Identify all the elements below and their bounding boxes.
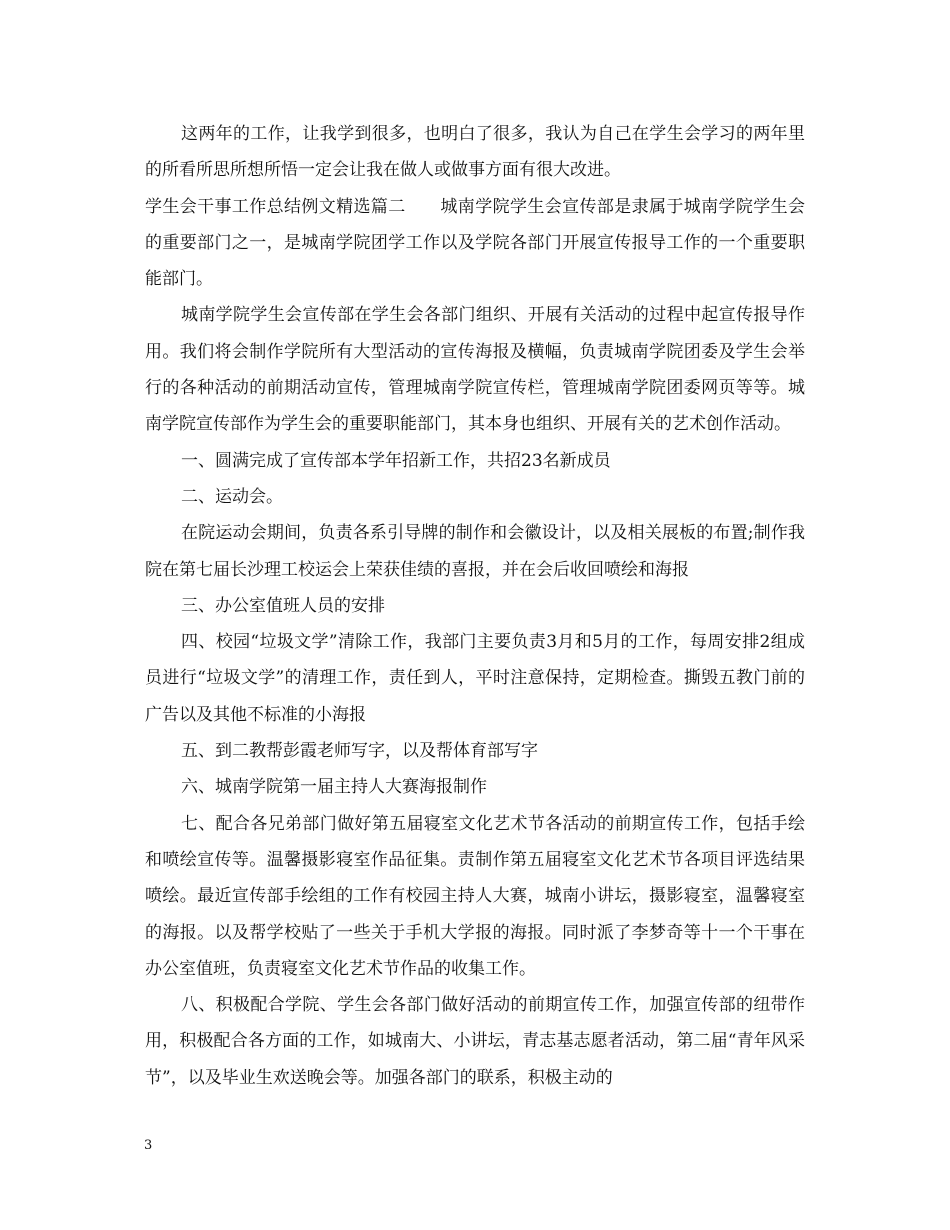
- paragraph-4: 一、圆满完成了宣传部本学年招新工作，共招23名新成员: [181, 450, 611, 471]
- paragraph-11: 七、配合各兄弟部门做好第五届寝室文化艺术节各活动的前期宣传工作，包括手绘和喷绘宣传等。温馨摄影寝室作品征集。责制作第五届寝室文化艺术节各项目评选结果喷绘。最近宣传部手绘组的工作有校园主持人大赛，城南小讲坛，摄影寝室，温馨寝室的海报。以及帮学校贴了一些关于手机大学报的海报。同时派了李梦奇等十一个干事在办公室值班，负责寝室文化艺术节作品的收集工作。: [145, 813, 805, 979]
- paragraph-1: 这两年的工作，让我学到很多，也明白了很多，我认为自己在学生会学习的两年里的所看所思所想所悟一定会让我在做人或做事方面有很大改进。: [145, 124, 805, 181]
- paragraph-8: 四、校园“垃圾文学”清除工作，我部门主要负责3月和5月的工作，每周安排2组成员进行“垃圾文学”的清理工作，责任到人，平时注意保持，定期检查。撕毁五教门前的广告以及其他不标准的小海报: [145, 632, 805, 725]
- paragraph-2: 学生会干事工作总结例文精选篇二 城南学院学生会宣传部是隶属于城南学院学生会的重要部门之一，是城南学院团学工作以及学院各部门开展宣传报导工作的一个重要职能部门。: [145, 196, 805, 290]
- paragraph-9: 五、到二教帮彭霞老师写字，以及帮体育部写字: [181, 741, 538, 762]
- paragraph-10: 六、城南学院第一届主持人大赛海报制作: [181, 777, 487, 798]
- page-number: 3: [144, 1138, 153, 1153]
- paragraph-5: 二、运动会。: [181, 486, 283, 507]
- paragraph-12: 八、积极配合学院、学生会各部门做好活动的前期宣传工作，加强宣传部的纽带作用，积极配合各方面的工作，如城南大、小讲坛，青志基志愿者活动，第二届“青年风采节”，以及毕业生欢送晚会等。加强各部门的联系，积极主动的: [145, 995, 805, 1088]
- paragraph-6: 在院运动会期间，负责各系引导牌的制作和会徽设计，以及相关展板的布置;制作我院在第七届长沙理工校运会上荣获佳绩的喜报，并在会后收回喷绘和海报: [145, 523, 805, 580]
- document-body: [145, 116, 805, 1096]
- paragraph-3: 城南学院学生会宣传部在学生会各部门组织、开展有关活动的过程中起宣传报导作用。我们将会制作学院所有大型活动的宣传海报及横幅，负责城南学院团委及学生会举行的各种活动的前期活动宣传，管理城南学院宣传栏，管理城南学院团委网页等等。城南学院宣传部作为学生会的重要职能部门，其本身也组织、开展有关的艺术创作活动。: [145, 305, 805, 435]
- paragraph-7: 三、办公室值班人员的安排: [181, 595, 385, 616]
